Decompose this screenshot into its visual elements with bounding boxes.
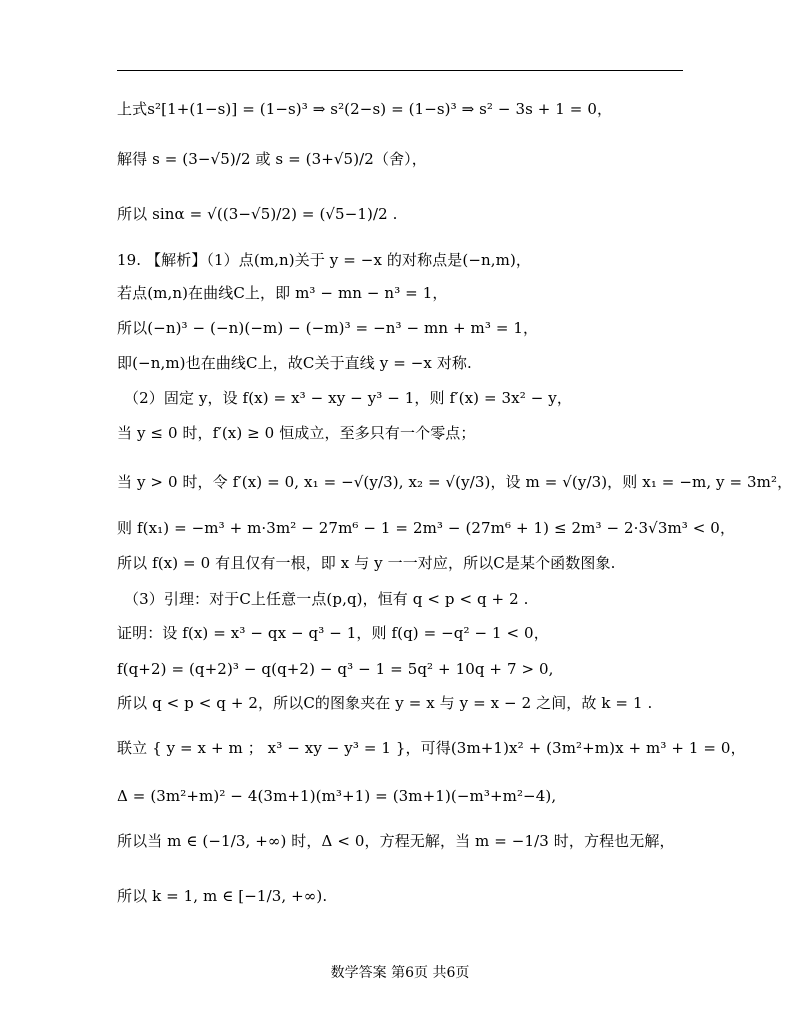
text-line: 所以(−n)³ − (−n)(−m) − (−m)³ = −n³ − mn + m³ = 1，: [117, 319, 539, 337]
text-line: 即(−n,m)也在曲线C上，故C关于直线 y = −x 对称.: [117, 354, 472, 372]
text-line: （2）固定 y，设 f(x) = x³ − xy − y³ − 1，则 f′(x) = 3x² − y，: [124, 389, 572, 407]
text-line: 所以 f(x) = 0 有且仅有一根，即 x 与 y 一一对应，所以C是某个函数图象.: [117, 554, 616, 572]
text-line: 所以 sinα = √((3−√5)/2) = (√5−1)/2 .: [117, 205, 398, 223]
text-line: 当 y > 0 时，令 f′(x) = 0, x₁ = −√(y/3), x₂ = √(y/3)，设 m = √(y/3)，则 x₁ = −m, y = 3m²，: [117, 473, 793, 491]
text-line: 则 f(x₁) = −m³ + m·3m² − 27m⁶ − 1 = 2m³ − (27m⁶ + 1) ≤ 2m³ − 2·3√3m³ < 0，: [117, 519, 736, 537]
text-line: （3）引理：对于C上任意一点(p,q)，恒有 q < p < q + 2 .: [124, 590, 529, 608]
page-footer: 数学答案 第6页 共6页: [330, 965, 470, 981]
text-line: 证明：设 f(x) = x³ − qx − q³ − 1，则 f(q) = −q² − 1 < 0，: [117, 624, 549, 642]
text-line: 所以当 m ∈ (−1/3, +∞) 时，Δ < 0，方程无解，当 m = −1/3 时，方程也无解，: [117, 832, 675, 850]
text-line: 解得 s = (3−√5)/2 或 s = (3+√5)/2（舍），: [117, 150, 427, 168]
text-line: 联立 { y = x + m ； x³ − xy − y³ = 1 }，可得(3m+1)x² + (3m²+m)x + m³ + 1 = 0，: [117, 739, 746, 757]
text-line: 19. 【解析】（1）点(m,n)关于 y = −x 的对称点是(−n,m)，: [117, 251, 531, 269]
text-line: Δ = (3m²+m)² − 4(3m+1)(m³+1) = (3m+1)(−m³+m²−4),: [117, 787, 557, 805]
text-line: 当 y ≤ 0 时，f′(x) ≥ 0 恒成立，至多只有一个零点；: [117, 424, 476, 442]
text-line: 所以 q < p < q + 2，所以C的图象夹在 y = x 与 y = x − 2 之间，故 k = 1 .: [117, 694, 653, 712]
text-line: f(q+2) = (q+2)³ − q(q+2) − q³ − 1 = 5q² + 10q + 7 > 0,: [117, 660, 554, 678]
text-line: 若点(m,n)在曲线C上，即 m³ − mn − n³ = 1，: [117, 284, 448, 302]
header-rule: [117, 70, 683, 71]
text-line: 上式s²[1+(1−s)] = (1−s)³ ⇒ s²(2−s) = (1−s)³ ⇒ s² − 3s + 1 = 0，: [117, 100, 613, 118]
text-line: 所以 k = 1, m ∈ [−1/3, +∞).: [117, 887, 328, 905]
